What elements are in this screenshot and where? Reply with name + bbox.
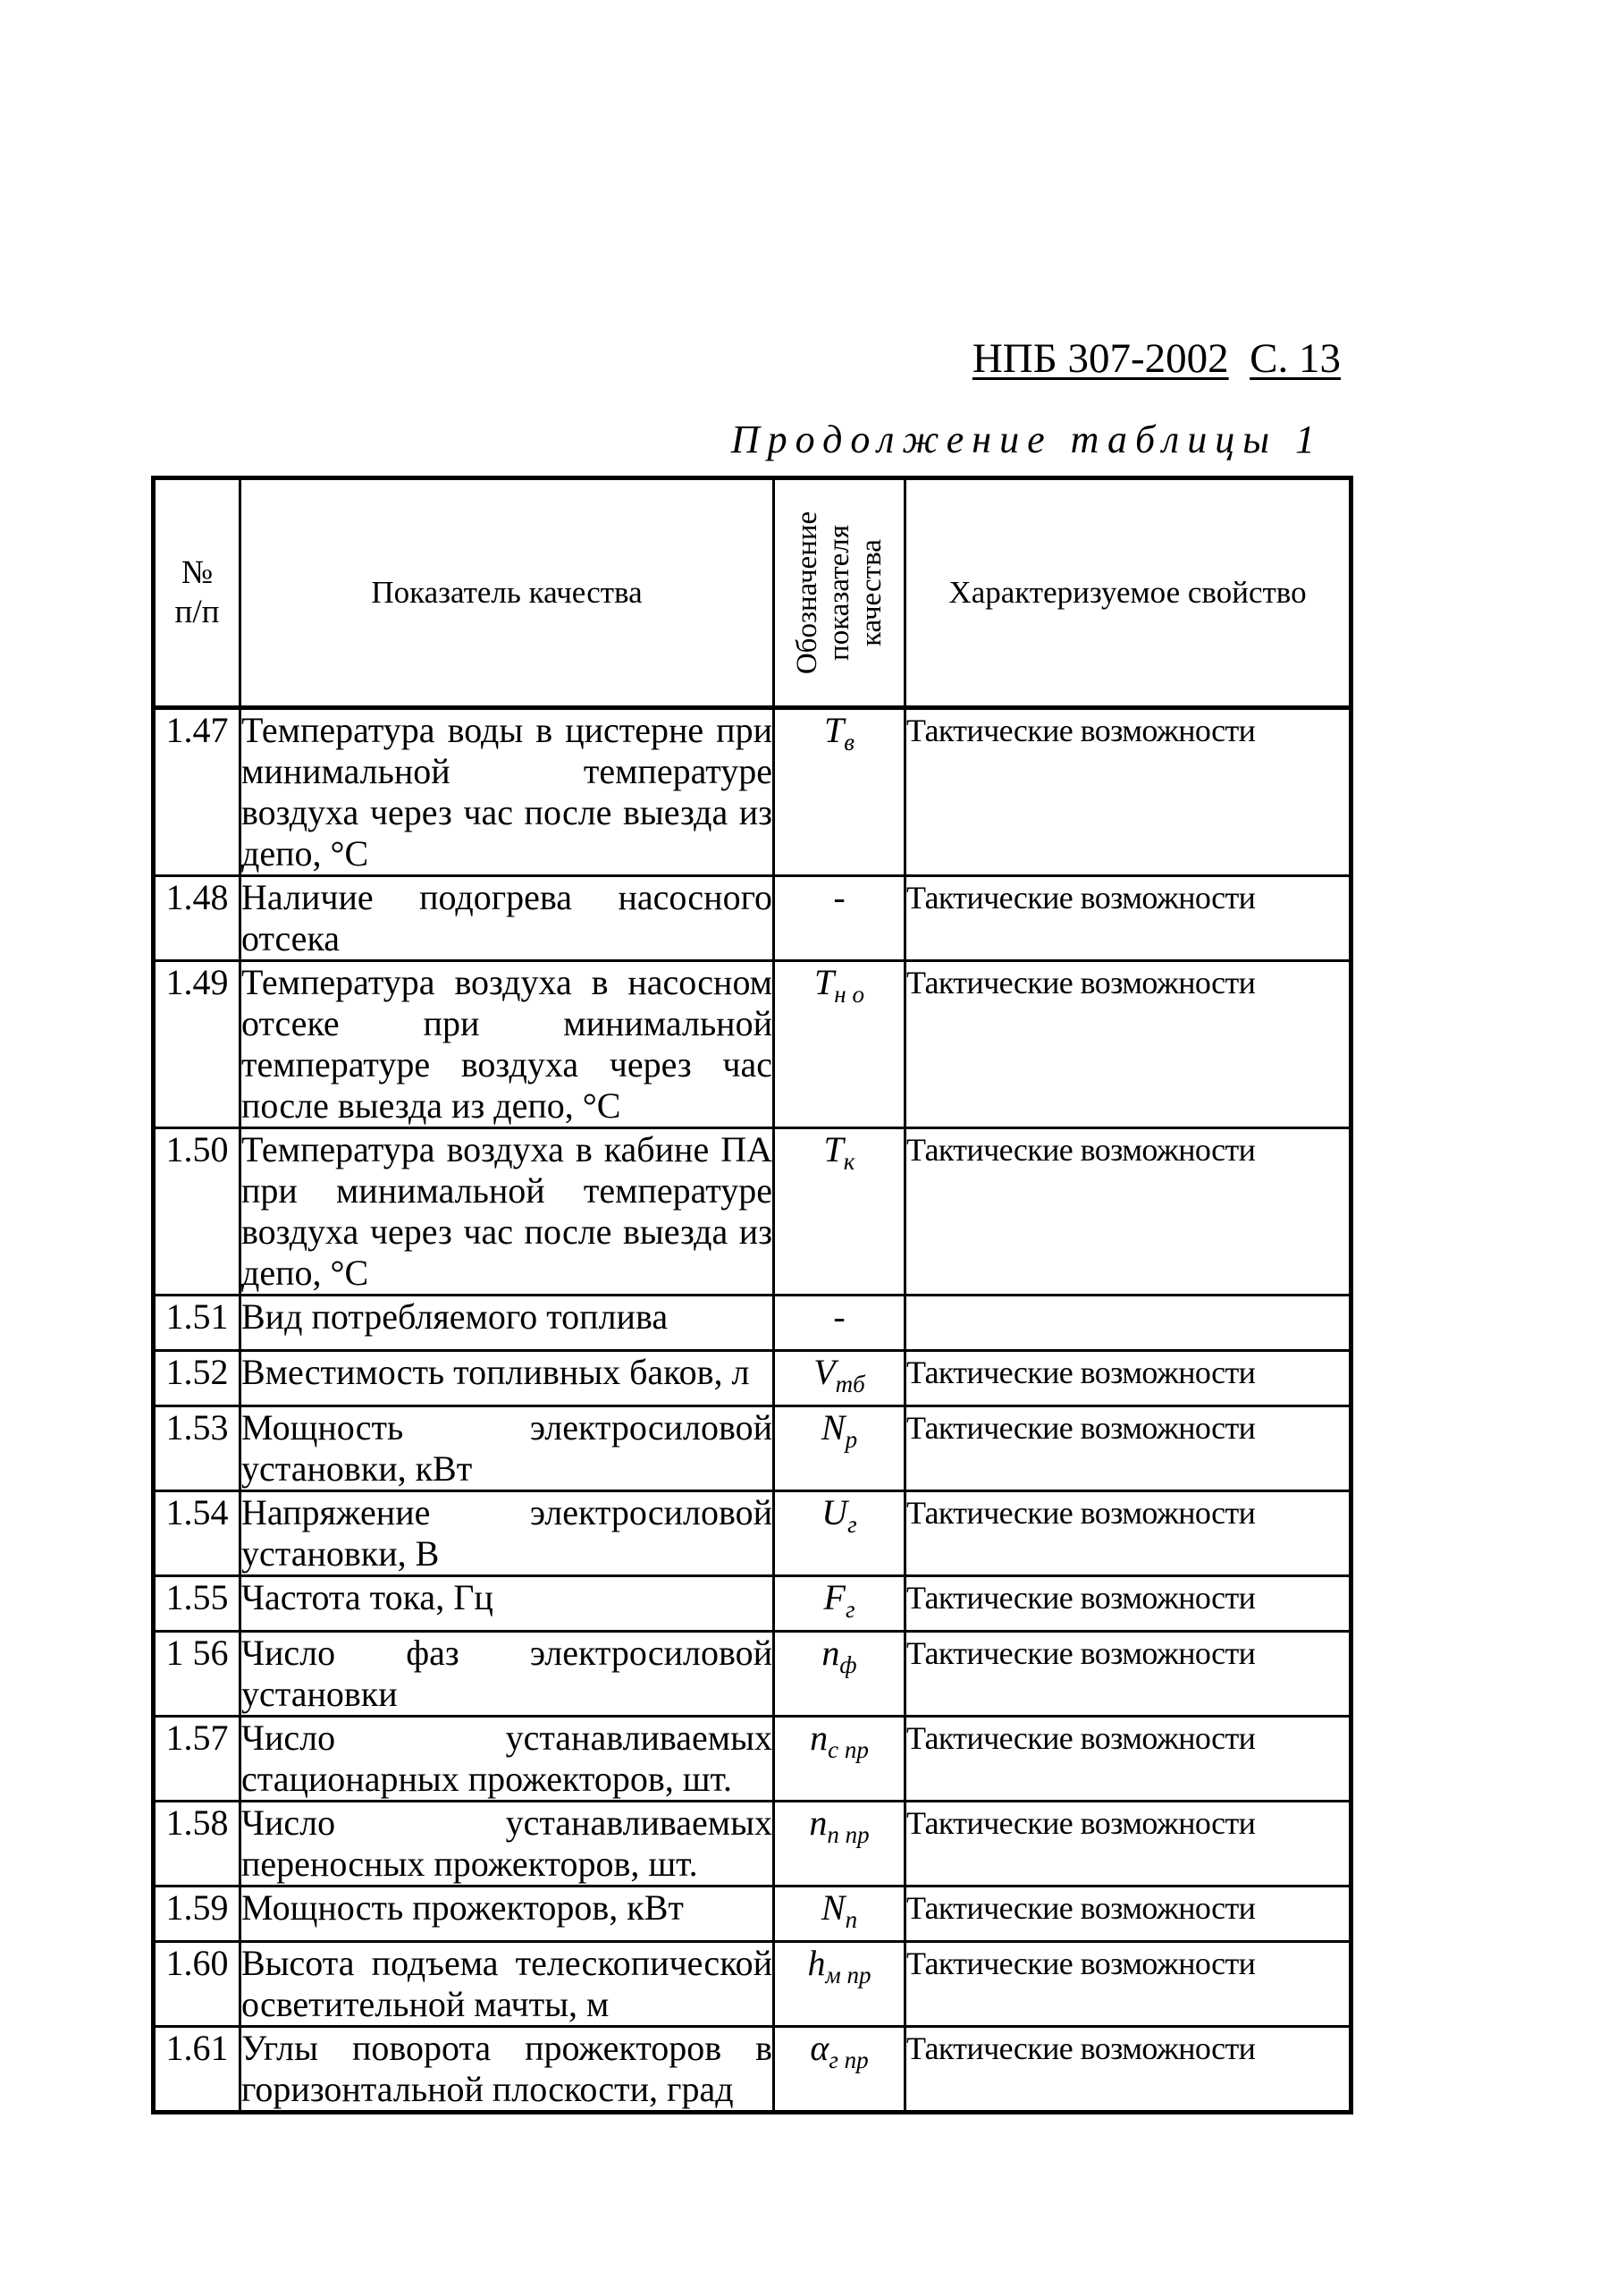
indicator-symbol [774,1491,905,1576]
characterized-property: Тактические возможности [905,1887,1351,1942]
quality-indicators-table [151,476,1353,2115]
table-row [154,2027,1351,2113]
symbol-subscript: в [844,729,855,755]
characterized-property: Тактические возможности [905,2027,1351,2113]
indicator-name: Частота тока, Гц [240,1576,774,1632]
symbol-main: h [807,1943,826,1983]
indicator-name: Температура воды в цистерне при минимальной температуре воздуха через час после выезда из депо, °С [240,708,774,876]
characterized-property: Тактические возможности [905,708,1351,876]
table-row [154,1491,1351,1576]
symbol-subscript: тб [835,1371,865,1397]
symbol-main: V [813,1352,836,1392]
header-number-line1: № [181,554,214,591]
row-number: 1.57 [154,1717,240,1802]
table-row [154,708,1351,876]
indicator-name: Число фаз электросиловой установки [240,1632,774,1717]
indicator-symbol [774,2027,905,2113]
indicator-symbol [774,1406,905,1491]
symbol-subscript: м пр [825,1962,871,1988]
row-number: 1.50 [154,1128,240,1296]
symbol-main: T [824,710,845,750]
characterized-property: Тактические возможности [905,876,1351,961]
page-header [894,335,1341,382]
indicator-symbol [774,1717,905,1802]
header-symbol-line2: показателя [823,525,855,661]
symbol-subscript: н о [834,981,864,1008]
indicator-name: Число устанавливаемых переносных прожекторов, шт. [240,1802,774,1887]
indicator-symbol [774,1802,905,1887]
indicator-symbol [774,1296,905,1351]
indicator-symbol [774,1632,905,1717]
symbol-main: T [823,1129,844,1169]
symbol-main: n [810,1718,829,1758]
row-number: 1.58 [154,1802,240,1887]
indicator-name: Число устанавливаемых стационарных прожекторов, шт. [240,1717,774,1802]
table-row [154,1406,1351,1491]
indicator-name: Высота подъема телескопической осветительной мачты, м [240,1942,774,2027]
table-row [154,876,1351,961]
indicator-name: Наличие подогрева насосного отсека [240,876,774,961]
row-number: 1.53 [154,1406,240,1491]
row-number: 1.59 [154,1887,240,1942]
indicator-name: Температура воздуха в кабине ПА при минимальной температуре воздуха через час после выезда из депо, °С [240,1128,774,1296]
symbol-main: F [823,1577,846,1617]
symbol-main: U [821,1492,848,1532]
header-number-line2: п/п [174,594,220,630]
characterized-property: Тактические возможности [905,1128,1351,1296]
indicator-name: Вид потребляемого топлива [240,1296,774,1351]
row-number: 1.51 [154,1296,240,1351]
indicator-name: Углы поворота прожекторов в горизонтальной плоскости, град [240,2027,774,2113]
document-code: НПБ 307-2002 [972,335,1229,382]
indicator-name: Мощность прожекторов, кВт [240,1887,774,1942]
symbol-main: - [833,1296,846,1337]
table-row [154,1128,1351,1296]
table-row [154,1576,1351,1632]
symbol-subscript: к [843,1148,855,1175]
header-indicator: Показатель качества [240,478,774,708]
symbol-main: n [809,1802,828,1843]
header-number [154,478,240,708]
table-row [154,1802,1351,1887]
row-number: 1.49 [154,961,240,1128]
characterized-property: Тактические возможности [905,1717,1351,1802]
indicator-symbol [774,1887,905,1942]
table-row [154,1351,1351,1406]
characterized-property: Тактические возможности [905,1351,1351,1406]
characterized-property: Тактические возможности [905,1942,1351,2027]
indicator-symbol [774,708,905,876]
row-number: 1.52 [154,1351,240,1406]
page-number: С. 13 [1250,335,1341,382]
symbol-subscript: п пр [827,1821,870,1848]
row-number: 1.55 [154,1576,240,1632]
indicator-name: Температура воздуха в насосном отсеке при минимальной температуре воздуха через час после выезда из депо, °С [240,961,774,1128]
indicator-symbol [774,1128,905,1296]
characterized-property: Тактические возможности [905,1576,1351,1632]
indicator-symbol [774,961,905,1128]
characterized-property [905,1296,1351,1351]
indicator-name: Вместимость топливных баков, л [240,1351,774,1406]
indicator-symbol [774,1576,905,1632]
indicator-name: Напряжение электросиловой установки, В [240,1491,774,1576]
indicator-symbol [774,1942,905,2027]
header-symbol-line3: качества [855,539,888,646]
symbol-main: T [814,962,835,1002]
characterized-property: Тактические возможности [905,1491,1351,1576]
row-number: 1.60 [154,1942,240,2027]
header-symbol [774,478,905,708]
symbol-subscript: г пр [829,2047,869,2073]
symbol-subscript: ф [839,1651,857,1678]
characterized-property: Тактические возможности [905,1802,1351,1887]
symbol-subscript: г [847,1511,857,1538]
characterized-property: Тактические возможности [905,1406,1351,1491]
row-number: 1.48 [154,876,240,961]
row-number: 1.54 [154,1491,240,1576]
symbol-subscript: п [845,1906,858,1933]
symbol-main: α [810,2028,829,2068]
symbol-main: - [833,877,846,917]
symbol-main: n [821,1633,840,1673]
table-row [154,1296,1351,1351]
characterized-property: Тактические возможности [905,1632,1351,1717]
symbol-main: N [821,1407,846,1448]
symbol-subscript: г [845,1596,855,1623]
symbol-subscript: р [845,1426,858,1453]
table-header-row [154,478,1351,708]
header-property: Характеризуемое свойство [905,478,1351,708]
table-row [154,1717,1351,1802]
row-number: 1.61 [154,2027,240,2113]
symbol-main: N [821,1887,846,1928]
table-row [154,1632,1351,1717]
characterized-property: Тактические возможности [905,961,1351,1128]
header-symbol-line1: Обозначение [791,511,823,675]
table-row [154,1887,1351,1942]
row-number: 1.47 [154,708,240,876]
indicator-name: Мощность электросиловой установки, кВт [240,1406,774,1491]
symbol-subscript: с пр [828,1736,869,1763]
indicator-symbol [774,1351,905,1406]
table-continuation-caption: Продолжение таблицы 1 [730,418,1323,461]
indicator-symbol [774,876,905,961]
row-number: 1 56 [154,1632,240,1717]
table-row [154,961,1351,1128]
table-row [154,1942,1351,2027]
